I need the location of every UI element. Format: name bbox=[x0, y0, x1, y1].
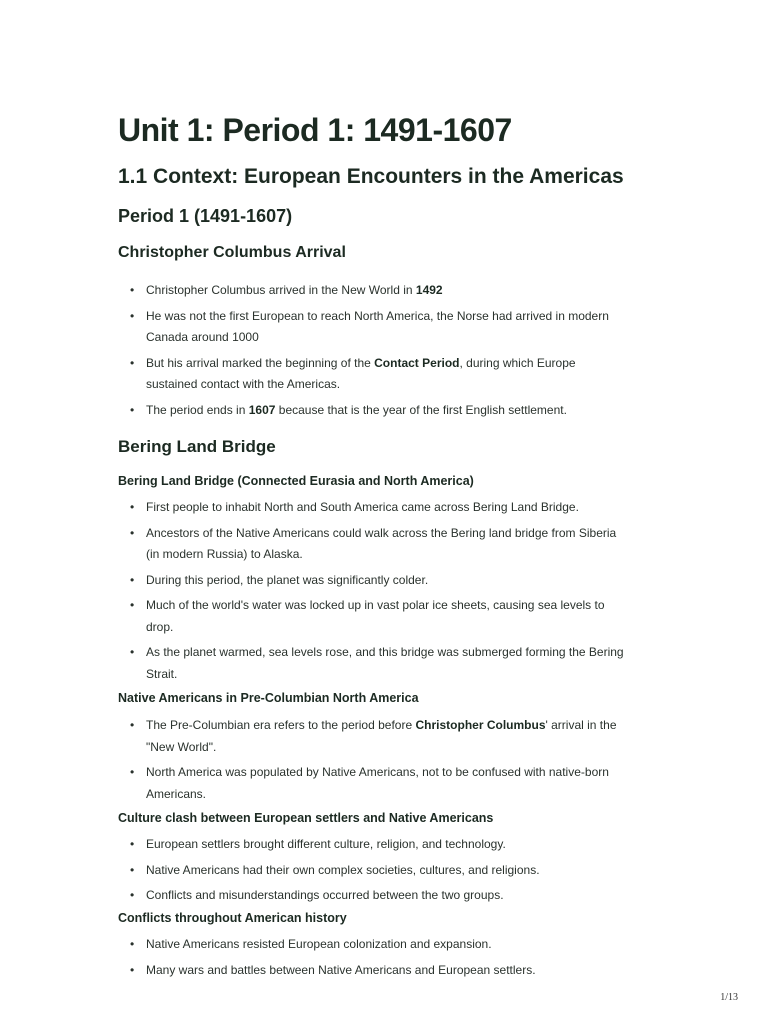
conflicts-list bbox=[118, 934, 628, 985]
precolumbian-list bbox=[118, 715, 628, 809]
bering-subheading: Bering Land Bridge (Connected Eurasia and North America) bbox=[118, 474, 474, 488]
columbus-list bbox=[118, 280, 628, 425]
list-item: • Native Americans had their own complex societies, cultures, and religions. bbox=[118, 860, 628, 882]
list-item: • Conflicts and misunderstandings occurred between the two groups. bbox=[118, 885, 628, 907]
list-item: • European settlers brought different culture, religion, and technology. bbox=[118, 834, 628, 856]
list-item: • Many wars and battles between Native Americans and European settlers. bbox=[118, 960, 628, 982]
list-item: • He was not the first European to reach North America, the Norse had arrived in modern Canada around 1000 bbox=[118, 306, 628, 349]
section-subtitle: 1.1 Context: European Encounters in the Americas bbox=[118, 165, 624, 188]
conflicts-subheading: Conflicts throughout American history bbox=[118, 911, 347, 925]
list-item: • The period ends in 1607 because that is the year of the first English settlement. bbox=[118, 400, 628, 422]
period-heading: Period 1 (1491-1607) bbox=[118, 206, 293, 226]
list-item: • But his arrival marked the beginning of the Contact Period, during which Europe sustained contact with the Americas. bbox=[118, 353, 628, 396]
list-item: • During this period, the planet was significantly colder. bbox=[118, 570, 628, 592]
list-item: • Christopher Columbus arrived in the New World in 1492 bbox=[118, 280, 628, 302]
culture-clash-list bbox=[118, 834, 628, 911]
precolumbian-subheading: Native Americans in Pre-Columbian North America bbox=[118, 691, 419, 705]
bering-heading: Bering Land Bridge bbox=[118, 437, 276, 456]
list-item: • Much of the world's water was locked up in vast polar ice sheets, causing sea levels to drop. bbox=[118, 595, 628, 638]
page-title: Unit 1: Period 1: 1491-1607 bbox=[118, 112, 512, 148]
list-item: • The Pre-Columbian era refers to the period before Christopher Columbus' arrival in the "New World". bbox=[118, 715, 628, 758]
columbus-heading: Christopher Columbus Arrival bbox=[118, 244, 346, 261]
list-item: • As the planet warmed, sea levels rose, and this bridge was submerged forming the Bering Strait. bbox=[118, 642, 628, 685]
page-number: 1/13 bbox=[720, 992, 738, 1003]
culture-clash-subheading: Culture clash between European settlers and Native Americans bbox=[118, 811, 494, 825]
list-item: • First people to inhabit North and South America came across Bering Land Bridge. bbox=[118, 497, 628, 519]
list-item: • North America was populated by Native Americans, not to be confused with native-born Americans. bbox=[118, 762, 628, 805]
list-item: • Native Americans resisted European colonization and expansion. bbox=[118, 934, 628, 956]
list-item: • Ancestors of the Native Americans could walk across the Bering land bridge from Siberia (in modern Russia) to Alaska. bbox=[118, 523, 628, 566]
bering-list bbox=[118, 497, 628, 689]
